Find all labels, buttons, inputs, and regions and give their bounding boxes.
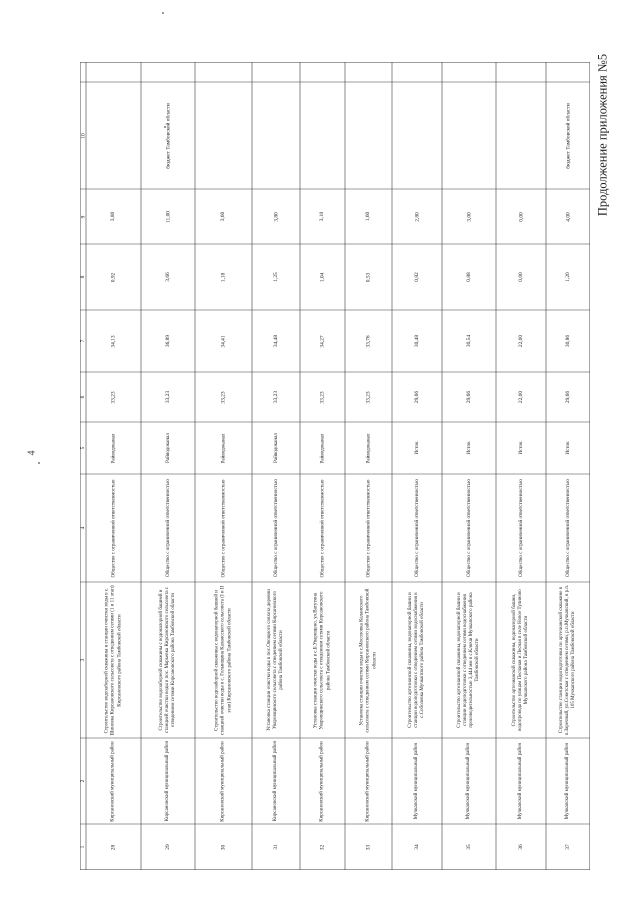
row-34-source: Исток: [413, 441, 420, 455]
row-37-source-cell: [546, 422, 590, 474]
row-31-district-cell: [252, 738, 300, 824]
row-31-description: Установка станции очистки воды в пос.Овощного совхоза деревни Уваровщинского сельсовета с отведением сетями Кирсановского района Тамбовской области: [266, 589, 285, 731]
row-30-c6-cell: [195, 372, 252, 422]
row-29-owner-cell: [141, 474, 195, 582]
row-28-c9-cell: [86, 189, 141, 244]
row-30-c9-cell: [195, 189, 252, 244]
column-number-10-cell: [80, 82, 86, 189]
column-number-5: 5: [79, 446, 86, 450]
row-29-district: Кирсановский муниципальный район: [164, 740, 170, 822]
row-37-owner-cell: [546, 474, 590, 582]
row-30-c7: 34,41: [220, 334, 227, 348]
row-37-c6: 29,66: [564, 390, 571, 404]
row-30-num-cell: [195, 824, 252, 870]
row-34-source-cell: [392, 422, 442, 474]
row-35-c8-cell: [442, 244, 496, 310]
row-29-c9-cell: [141, 189, 195, 244]
row-33-district: Кирсановский муниципальный район: [365, 740, 371, 822]
row-28-num: 28: [110, 844, 117, 850]
row-28-description: Строительство водозаборной скважины и станции очистки воды в с. Шиновка Кирсановского сельсовета с отведением сетями (1 и 11 этап) Кирсановского района Тамбовской области: [104, 584, 122, 736]
row-35-num-cell: [442, 824, 496, 870]
row-31-c6-cell: [252, 372, 300, 422]
row-33-c8-cell: [345, 244, 392, 310]
row-28-c9: 3,80: [110, 211, 117, 222]
row-36-c6: 22,00: [517, 390, 524, 404]
row-28-source: Райводоканал: [110, 433, 117, 463]
row-33-c8: 0,53: [365, 272, 372, 282]
row-28-c6: 33,23: [110, 390, 117, 404]
row-37-num-cell: [546, 824, 590, 870]
row-36-c7: 22,00: [517, 334, 524, 348]
row-37-c7-cell: [546, 310, 590, 372]
row-33-description: Установка станции очистки воды в с.Мосоловка Калаисского сельсовета с отведением сетями Кирсановского района Тамбовской области: [359, 588, 377, 732]
row-36-c6-cell: [496, 372, 546, 422]
row-28-c7-cell: [86, 310, 141, 372]
column-number-3: 3: [79, 658, 86, 662]
row-29-c8-cell: [141, 244, 195, 310]
row-37-c9-cell: [546, 189, 590, 244]
row-35-district: Мучкапский муниципальный район: [465, 742, 471, 820]
row-31-c8: 1,25: [272, 272, 279, 282]
row-34-district-cell: [392, 738, 442, 824]
row-36-description-cell: [496, 582, 546, 738]
column-number-6: 6: [79, 395, 86, 399]
row-30-c7-cell: [195, 310, 252, 372]
column-number-2: 2: [79, 779, 86, 783]
row-28-district: Кирсановский муниципальный район: [110, 740, 116, 822]
row-34-c7-cell: [392, 310, 442, 372]
row-30-owner: Общество с ограниченной ответственностью: [220, 479, 227, 578]
row-32-num-cell: [300, 824, 345, 870]
row-28-c6-cell: [86, 372, 141, 422]
row-34-description-cell: [392, 582, 442, 738]
row-30-c9: 3,60: [220, 211, 227, 222]
row-36-district: Мучкапский муниципальный район: [517, 742, 523, 820]
row-37-c10: бюджет Тамбовской области: [564, 102, 571, 169]
row-32-description: Установка станции очистки воды в с.Б.Уварищено, ул.Ватутина Уваровщинского сельсовета с отведением сетями Кирсановского района Тамбовской области: [313, 590, 331, 730]
row-36-owner-cell: [496, 474, 546, 582]
row-36-owner: Общество с ограниченной ответственностью: [517, 479, 524, 578]
row-30-district-cell: [195, 738, 252, 824]
row-35-description-cell: [442, 582, 496, 738]
row-32-district: Кирсановский муниципальный район: [319, 740, 325, 822]
row-31-c9: 3,80: [272, 211, 279, 222]
row-33-source: Райводоканал: [365, 433, 372, 463]
row-29-c6-cell: [141, 372, 195, 422]
row-33-owner-cell: [345, 474, 392, 582]
row-28-source-cell: [86, 422, 141, 474]
row-37-c8-cell: [546, 244, 590, 310]
column-number-4: 4: [79, 526, 86, 530]
row-28-owner-cell: [86, 474, 141, 582]
row-35-district-cell: [442, 738, 496, 824]
row-36-c8-cell: [496, 244, 546, 310]
row-28-owner: Общество с ограниченной ответственностью: [110, 479, 117, 578]
row-36-source: Исток: [517, 441, 524, 455]
row-30-source: Райводоканал: [220, 433, 227, 463]
row-32-c7-cell: [300, 310, 345, 372]
appendix-heading: Продолжение приложения №5: [595, 53, 610, 217]
row-32-c9: 3,10: [319, 211, 326, 222]
row-34-owner: Общество с ограниченной ответственностью: [413, 479, 420, 578]
row-36-num: 36: [517, 844, 524, 850]
row-29-c10-cell: [141, 82, 195, 189]
column-number-7: 7: [79, 339, 86, 343]
row-36-c7-cell: [496, 310, 546, 372]
row-32-c8: 1,04: [319, 272, 326, 282]
row-33-num-cell: [345, 824, 392, 870]
row-31-source: Райводоканал: [272, 433, 279, 463]
row-35-c8: 0,88: [465, 272, 472, 282]
row-32-owner-cell: [300, 474, 345, 582]
row-31-c7-cell: [252, 310, 300, 372]
row-34-c9-cell: [392, 189, 442, 244]
row-29-owner: Общество с ограниченной ответственностью: [164, 479, 171, 578]
row-34-description: Строительство артезианской скважины, водонапорной башни и станции водоподготовки с отведением сетями водоснабжения в с.Соболевка Мучкапского района Тамбовской области: [407, 592, 426, 728]
row-36-district-cell: [496, 738, 546, 824]
row-37-district-cell: [546, 738, 590, 824]
row-35-c6-cell: [442, 372, 496, 422]
row-37-c10-cell: [546, 82, 590, 189]
row-28-c8: 0,92: [110, 272, 117, 282]
row-29-c6: 33,23: [164, 390, 171, 404]
row-34-c6: 29,66: [413, 390, 420, 404]
row-33-c9: 1,60: [365, 211, 372, 222]
scan-speck: [162, 12, 164, 14]
row-33-description-cell: [345, 582, 392, 738]
row-29-c10: бюджет Тамбовской области: [164, 102, 171, 169]
row-32-description-cell: [300, 582, 345, 738]
row-33-owner: Общество с ограниченной ответственностью: [365, 479, 372, 578]
row-31-description-cell: [252, 582, 300, 738]
row-35-num: 35: [465, 844, 472, 850]
row-29-c7: 36,89: [164, 334, 171, 348]
row-28-c7: 34,13: [110, 334, 117, 348]
row-33-c6: 33,23: [365, 390, 372, 404]
row-30-description-cell: [195, 582, 252, 738]
row-34-c8: 0,82: [413, 272, 420, 282]
row-30-description: Строительство водозаборной скважины с водонапорной башней и станцией очистки воды в с. Голынщина Калаисского сельсовета (I и II этап) Кирсановского района Тамбовской области: [214, 585, 232, 735]
row-29-district-cell: [141, 738, 195, 824]
row-37-description-cell: [546, 582, 590, 738]
row-37-c6-cell: [546, 372, 590, 422]
row-29-num-cell: [141, 824, 195, 870]
row-32-source-cell: [300, 422, 345, 474]
row-36-source-cell: [496, 422, 546, 474]
row-35-source-cell: [442, 422, 496, 474]
column-number-1: 1: [79, 845, 86, 849]
page-number: 4: [26, 450, 38, 456]
row-34-owner-cell: [392, 474, 442, 582]
row-33-num: 33: [365, 844, 372, 850]
column-number-10: 10: [79, 132, 86, 139]
row-30-c6: 33,23: [220, 390, 227, 404]
row-29-c9: 11,00: [164, 210, 171, 223]
row-31-owner: Общество с ограниченной ответственностью: [272, 479, 279, 578]
row-35-c9: 3,00: [465, 211, 472, 222]
row-34-num: 34: [413, 844, 420, 850]
row-32-c8-cell: [300, 244, 345, 310]
row-33-c6-cell: [345, 372, 392, 422]
row-34-c7: 30,48: [413, 334, 420, 348]
row-32-source: Райводоканал: [319, 433, 326, 463]
row-32-district-cell: [300, 738, 345, 824]
row-28-c8-cell: [86, 244, 141, 310]
row-32-c9-cell: [300, 189, 345, 244]
row-37-c7: 30,86: [564, 334, 571, 348]
row-37-district: Мучкапский муниципальный район: [564, 742, 570, 820]
column-number-8: 8: [79, 275, 86, 279]
row-28-description-cell: [86, 582, 141, 738]
row-33-source-cell: [345, 422, 392, 474]
row-35-owner: Общество с ограниченной ответственностью: [465, 479, 472, 578]
row-34-c9: 2,80: [413, 211, 420, 222]
row-36-num-cell: [496, 824, 546, 870]
row-29-c8: 3,66: [164, 272, 171, 282]
row-33-c7: 33,76: [365, 334, 372, 348]
row-37-c8: 1,20: [564, 272, 571, 282]
row-32-num: 32: [319, 844, 326, 850]
row-28-district-cell: [86, 738, 141, 824]
row-30-district: Кирсановский муниципальный район: [220, 740, 226, 822]
row-37-owner: Общество с ограниченной ответственностью: [564, 479, 571, 578]
row-29-source-cell: [141, 422, 195, 474]
data-table: [80, 62, 590, 870]
row-31-owner-cell: [252, 474, 300, 582]
row-33-c7-cell: [345, 310, 392, 372]
row-33-district-cell: [345, 738, 392, 824]
row-37-num: 37: [564, 844, 571, 850]
row-35-c7: 30,54: [465, 334, 472, 348]
row-37-source: Исток: [564, 441, 571, 455]
row-35-description: Строительство артезианской скважины, водонапорной башни и станции водоподготовки с отведением сетями водоснабжения производительностью 3,444 мм в с.Ключи Мучкапского района Тамбовской области: [456, 592, 481, 728]
row-35-c6: 29,66: [465, 390, 472, 404]
row-32-c6-cell: [300, 372, 345, 422]
row-30-c8-cell: [195, 244, 252, 310]
row-32-c7: 34,27: [319, 334, 326, 348]
row-31-c8-cell: [252, 244, 300, 310]
row-35-c7-cell: [442, 310, 496, 372]
row-36-c9: 0,00: [517, 211, 524, 222]
row-37-description: Строительство станции водоподготовки по артезианской скважине в п.Заречный, ул.Советская с отведением сетями, р.п.Мучкапский, в р.п. 105 Мучкапского района Тамбовской области: [558, 584, 577, 736]
row-31-num-cell: [252, 824, 300, 870]
row-28-num-cell: [86, 824, 141, 870]
row-31-c9-cell: [252, 189, 300, 244]
row-29-num: 29: [164, 844, 171, 850]
row-30-c8: 1,18: [220, 272, 227, 282]
row-31-c6: 33,23: [272, 390, 279, 404]
row-36-c9-cell: [496, 189, 546, 244]
row-37-c9: 4,00: [564, 211, 571, 222]
row-30-owner-cell: [195, 474, 252, 582]
row-34-district: Мучкапский муниципальный район: [413, 742, 419, 820]
row-31-c7: 34,48: [272, 334, 279, 348]
row-34-c6-cell: [392, 372, 442, 422]
row-35-c9-cell: [442, 189, 496, 244]
row-33-c9-cell: [345, 189, 392, 244]
row-32-c6: 33,23: [319, 390, 326, 404]
row-36-c8: 0,00: [517, 272, 524, 282]
row-30-source-cell: [195, 422, 252, 474]
row-31-num: 31: [272, 844, 279, 850]
row-29-source: Райводоканал: [164, 433, 171, 463]
row-34-c8-cell: [392, 244, 442, 310]
column-number-9: 9: [79, 215, 86, 218]
row-36-description: Строительство артезианской скважины, водонапорной башни, водопровода по улицам Песчаная и Лесная в селе Новое Тулиново Мучкапского района Тамбовской области: [511, 589, 530, 731]
row-29-c7-cell: [141, 310, 195, 372]
row-30-num: 30: [220, 844, 227, 850]
row-31-district: Кирсановский муниципальный район: [272, 740, 278, 822]
row-31-source-cell: [252, 422, 300, 474]
scan-speck: [38, 462, 40, 464]
row-29-description: Строительство водозаборной скважины с водонапорной башней и станцией очистки воды в пос. Марьевка Кирсановского сельсовета с отведением сетями Кирсановского района Тамбовской области: [158, 586, 177, 734]
row-34-num-cell: [392, 824, 442, 870]
row-35-source: Исток: [465, 441, 472, 455]
row-29-description-cell: [141, 582, 195, 738]
row-32-owner: Общество с ограниченной ответственностью: [319, 479, 326, 578]
row-35-owner-cell: [442, 474, 496, 582]
